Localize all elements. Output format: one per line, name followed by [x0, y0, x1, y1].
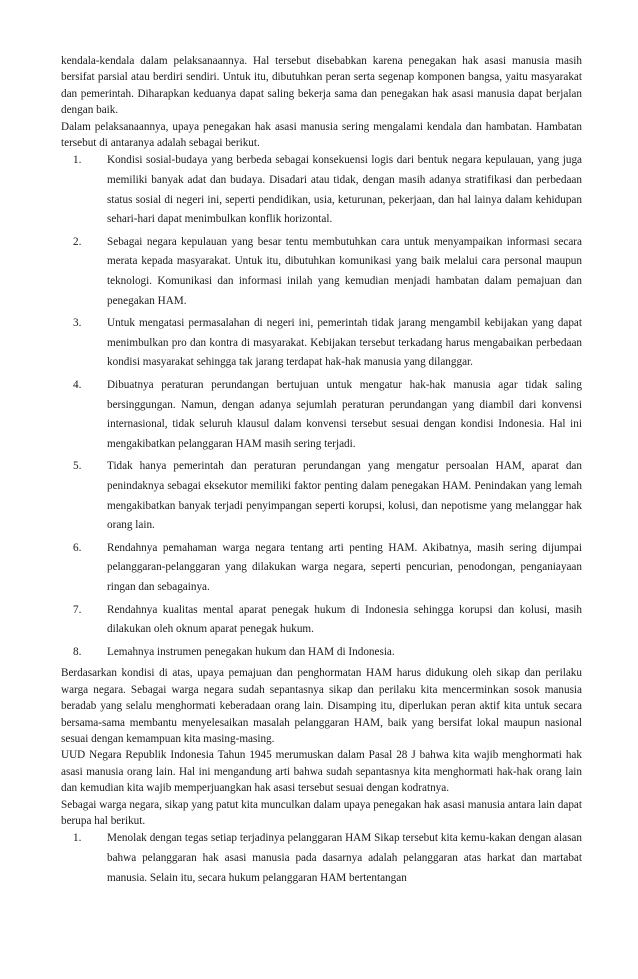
list-item	[61, 314, 582, 373]
list-item-number: 2.	[73, 235, 82, 248]
list-item	[61, 601, 582, 640]
list-item	[61, 829, 582, 888]
list-item	[61, 539, 582, 598]
list-item-text: Menolak dengan tegas setiap terjadinya pelanggaran HAM Sikap tersebut kita kemu-kakan dengan alasan bahwa pelanggaran hak asasi manusia pada dasarnya adalah pelanggaran atas harkat dan martabat manusia. Selain itu, secara hukum pelanggaran HAM bertentangan	[107, 832, 582, 884]
obstacle-list	[61, 151, 582, 662]
paragraph-uud: UUD Negara Republik Indonesia Tahun 1945 merumuskan dalam Pasal 28 J bahwa kita wajib menghormati hak asasi manusia orang lain. Hal ini mengandung arti bahwa sudah sepantasnya kita menghormati hak-hak orang lain dan kemudian kita wajib memperjuangkan hak asasi tersebut sesuai dengan kodratnya.	[61, 749, 582, 795]
list-item	[61, 233, 582, 311]
list-item-text: Dibuatnya peraturan perundangan bertujuan untuk mengatur hak-hak manusia agar tidak saling bersinggungan. Namun, dengan adanya sejumlah peraturan perundangan yang diambil dari konvensi internasional, tidak seluruh klausul dalam konvensi tersebut sesuai dengan kondisi Indonesia. Hal ini mengakibatkan pelanggaran HAM masih sering terjadi.	[107, 378, 582, 450]
list-item-text: Rendahnya pemahaman warga negara tentang arti penting HAM. Akibatnya, masih sering dijumpai pelanggaran-pelanggaran yang dilakukan warga negara, seperti pencurian, penodongan, penganiayaan ringan dan sebagainya.	[107, 541, 582, 593]
list-item-number: 4.	[73, 378, 82, 391]
list-item-text: Sebagai negara kepulauan yang besar tentu membutuhkan cara untuk menyampaikan informasi secara merata kepada masyarakat. Untuk itu, dibutuhkan komunikasi yang baik melalui cara personal maupun teknologi. Komunikasi dan informasi inilah yang kemudian menjadi hambatan dalam pemajuan dan penegakan HAM.	[107, 235, 582, 307]
list-item-number: 1.	[73, 832, 82, 845]
list-item	[61, 457, 582, 535]
list-item-number: 3.	[73, 317, 82, 330]
list-item-number: 8.	[73, 645, 82, 658]
list-item-number: 6.	[73, 541, 82, 554]
list-item	[61, 376, 582, 454]
paragraph-obstacles-intro: Dalam pelaksanaannya, upaya penegakan hak asasi manusia sering mengalami kendala dan hambatan. Hambatan tersebut di antaranya adalah sebagai berikut.	[61, 120, 582, 150]
list-item	[61, 151, 582, 229]
paragraph-conclusion: Berdasarkan kondisi di atas, upaya pemajuan dan penghormatan HAM harus didukung oleh sikap dan perilaku warga negara. Sebagai warga negara sudah sepantasnya sikap dan perilaku kita mencerminkan sosok manusia beradab yang selalu menghormati keberadaan orang lain. Disamping itu, diperlukan peran aktif kita untuk secara bersama-sama membantu menyelesaikan masalah pelanggaran HAM, baik yang bersifat lokal maupun nasional sesuai dengan kemampuan kita masing-masing.	[61, 667, 582, 745]
list-item-text: Kondisi sosial-budaya yang berbeda sebagai konsekuensi logis dari bentuk negara kepulauan, yang juga memiliki banyak adat dan budaya. Disadari atau tidak, dengan masih adanya stratifikasi dan perbedaan status sosial di negeri ini, seperti pendidikan, usia, keturunan, pekerjaan, dan hal lainya dalam kehidupan sehari-hari dapat menimbulkan konflik horizontal.	[107, 154, 582, 226]
list-item-number: 7.	[73, 603, 82, 616]
list-item-text: Untuk mengatasi permasalahan di negeri ini, pemerintah tidak jarang mengambil kebijakan yang dapat menimbulkan pro dan kontra di masyarakat. Kebijakan tersebut terkadang harus mengabaikan perbedaan kondisi masyarakat sehingga tak jarang terdapat hak-hak manusia yang dilanggar.	[107, 317, 582, 369]
paragraph-intro: kendala-kendala dalam pelaksanaannya. Hal tersebut disebabkan karena penegakan hak asasi manusia masih bersifat parsial atau berdiri sendiri. Untuk itu, dibutuhkan peran serta segenap komponen bangsa, yaitu masyarakat dan pemerintah. Diharapkan keduanya dapat saling bekerja sama dan penegakan hak asasi manusia dapat berjalan dengan baik.	[61, 55, 582, 117]
attitude-list	[61, 829, 582, 888]
list-item-number: 1.	[73, 154, 82, 167]
paragraph-attitudes-intro: Sebagai warga negara, sikap yang patut kita munculkan dalam upaya penegakan hak asasi manusia antara lain dapat berupa hal berikut.	[61, 798, 582, 827]
list-item-text: Tidak hanya pemerintah dan peraturan perundangan yang mengatur persoalan HAM, aparat dan penindaknya sebagai eksekutor memiliki faktor penting dalam penegakan HAM. Penindakan yang lemah mengakibatkan banyak terjadi penyimpangan seperti korupsi, kolusi, dan nepotisme yang melanggar hak orang lain.	[107, 460, 582, 532]
list-item	[61, 643, 582, 663]
list-item-number: 5.	[73, 460, 82, 473]
list-item-text: Lemahnya instrumen penegakan hukum dan HAM di Indonesia.	[107, 645, 395, 658]
list-item-text: Rendahnya kualitas mental aparat penegak hukum di Indonesia sehingga korupsi dan kolusi, masih dilakukan oleh oknum aparat penegak hukum.	[107, 603, 582, 636]
